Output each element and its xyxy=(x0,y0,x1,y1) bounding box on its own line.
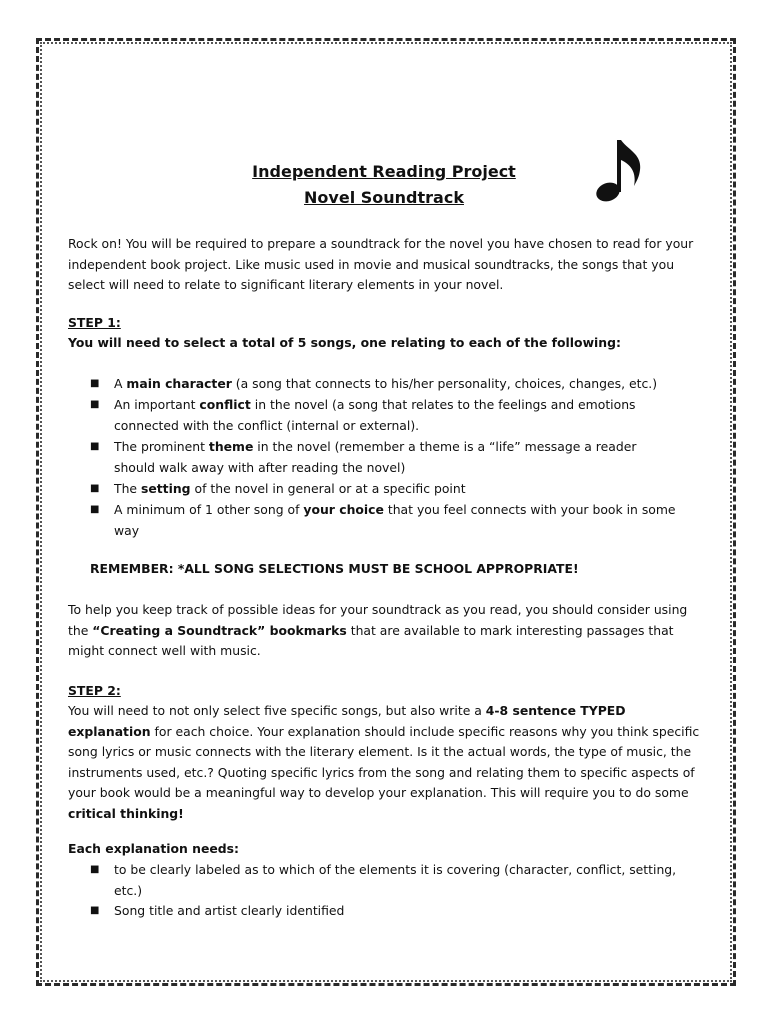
step2-paragraph: You will need to not only select five specific songs, but also write a 4-8 sentence TYPED explanation for each choice. Your explanation should include specific reasons why you think specific song lyrics or music connects with the literary element. Is it the actual words, the type of music, the instruments used, etc.? Quoting specific lyrics from the song and relating them to specific aspects of your book would be a meaningful way to develop your explanation. This will require you to do some critical thinking! xyxy=(68,703,700,821)
intro-paragraph: Rock on! You will be required to prepare a soundtrack for the novel you have chosen to read for your independent book project. Like music used in movie and musical soundtracks, the songs that you select will need to relate to significant literary elements in your novel. xyxy=(68,236,694,292)
step2-heading: STEP 2: xyxy=(68,683,121,698)
step1-heading: STEP 1: xyxy=(68,315,121,330)
bookmarks-paragraph: To help you keep track of possible ideas for your soundtrack as you read, you should consider using the “Creating a Soundtrack” bookmarks that are available to mark interesting passages that might connect well with music. xyxy=(68,602,688,658)
needs-heading: Each explanation needs: xyxy=(68,841,240,856)
remember-note: REMEMBER: *ALL SONG SELECTIONS MUST BE SCHOOL APPROPRIATE! xyxy=(90,561,579,576)
step1-instruction: You will need to select a total of 5 songs, one relating to each of the following: xyxy=(68,335,621,350)
page-subtitle: Novel Soundtrack xyxy=(304,188,464,207)
page-title: Independent Reading Project xyxy=(252,162,516,181)
